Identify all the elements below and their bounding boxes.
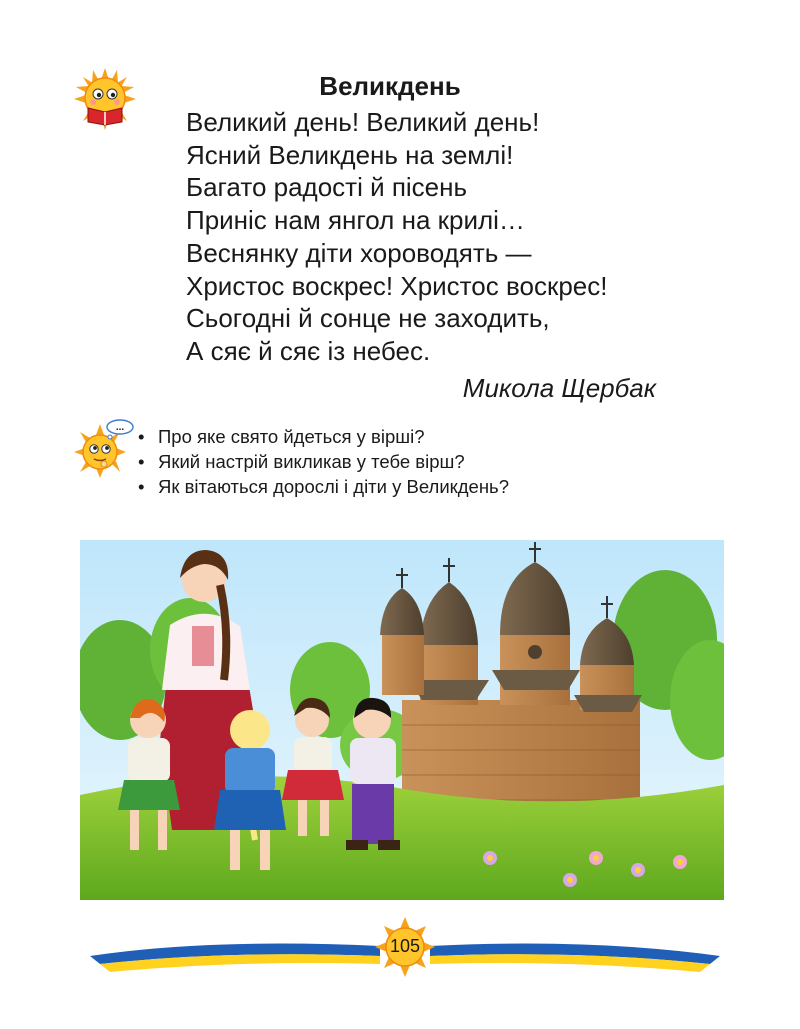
question-text: Який настрій викликав у тебе вірш?: [158, 451, 465, 472]
ribbon-left: [90, 944, 380, 972]
poem-line: Ясний Великдень на землі!: [186, 139, 514, 170]
poem-line: Христос воскрес! Христос воскрес!: [186, 270, 608, 301]
question-text: Про яке свято йдеться у вірші?: [158, 426, 425, 447]
page-number: 105: [389, 936, 421, 956]
poem-line: А сяє й сяє із небес.: [186, 335, 431, 366]
thought-bubble-text: ...: [115, 422, 125, 433]
ribbon-right: [430, 944, 720, 972]
sun-reading-book-icon: [74, 68, 136, 130]
poem-line: Багато радості й пісень: [186, 172, 468, 203]
question-text: Як вітаються дорослі і діти у Великдень?: [158, 476, 509, 497]
question-item: [138, 424, 509, 449]
poem-line: Веснянку діти хороводять —: [186, 237, 532, 268]
poem-author: Микола Щербак: [462, 373, 656, 403]
poem-line: Великий день! Великий день!: [186, 107, 540, 137]
question-item: [138, 474, 509, 499]
poem-line: Сьогодні й сонце не заходить,: [186, 303, 550, 334]
question-item: [138, 449, 509, 474]
poem-body: [186, 106, 607, 368]
easter-illustration: [80, 540, 724, 900]
poem-line: Приніс нам янгол на крилі…: [186, 205, 525, 236]
poem-title: Великдень: [319, 71, 461, 101]
question-list: [138, 424, 509, 499]
sun-thinking-icon: [74, 418, 136, 478]
